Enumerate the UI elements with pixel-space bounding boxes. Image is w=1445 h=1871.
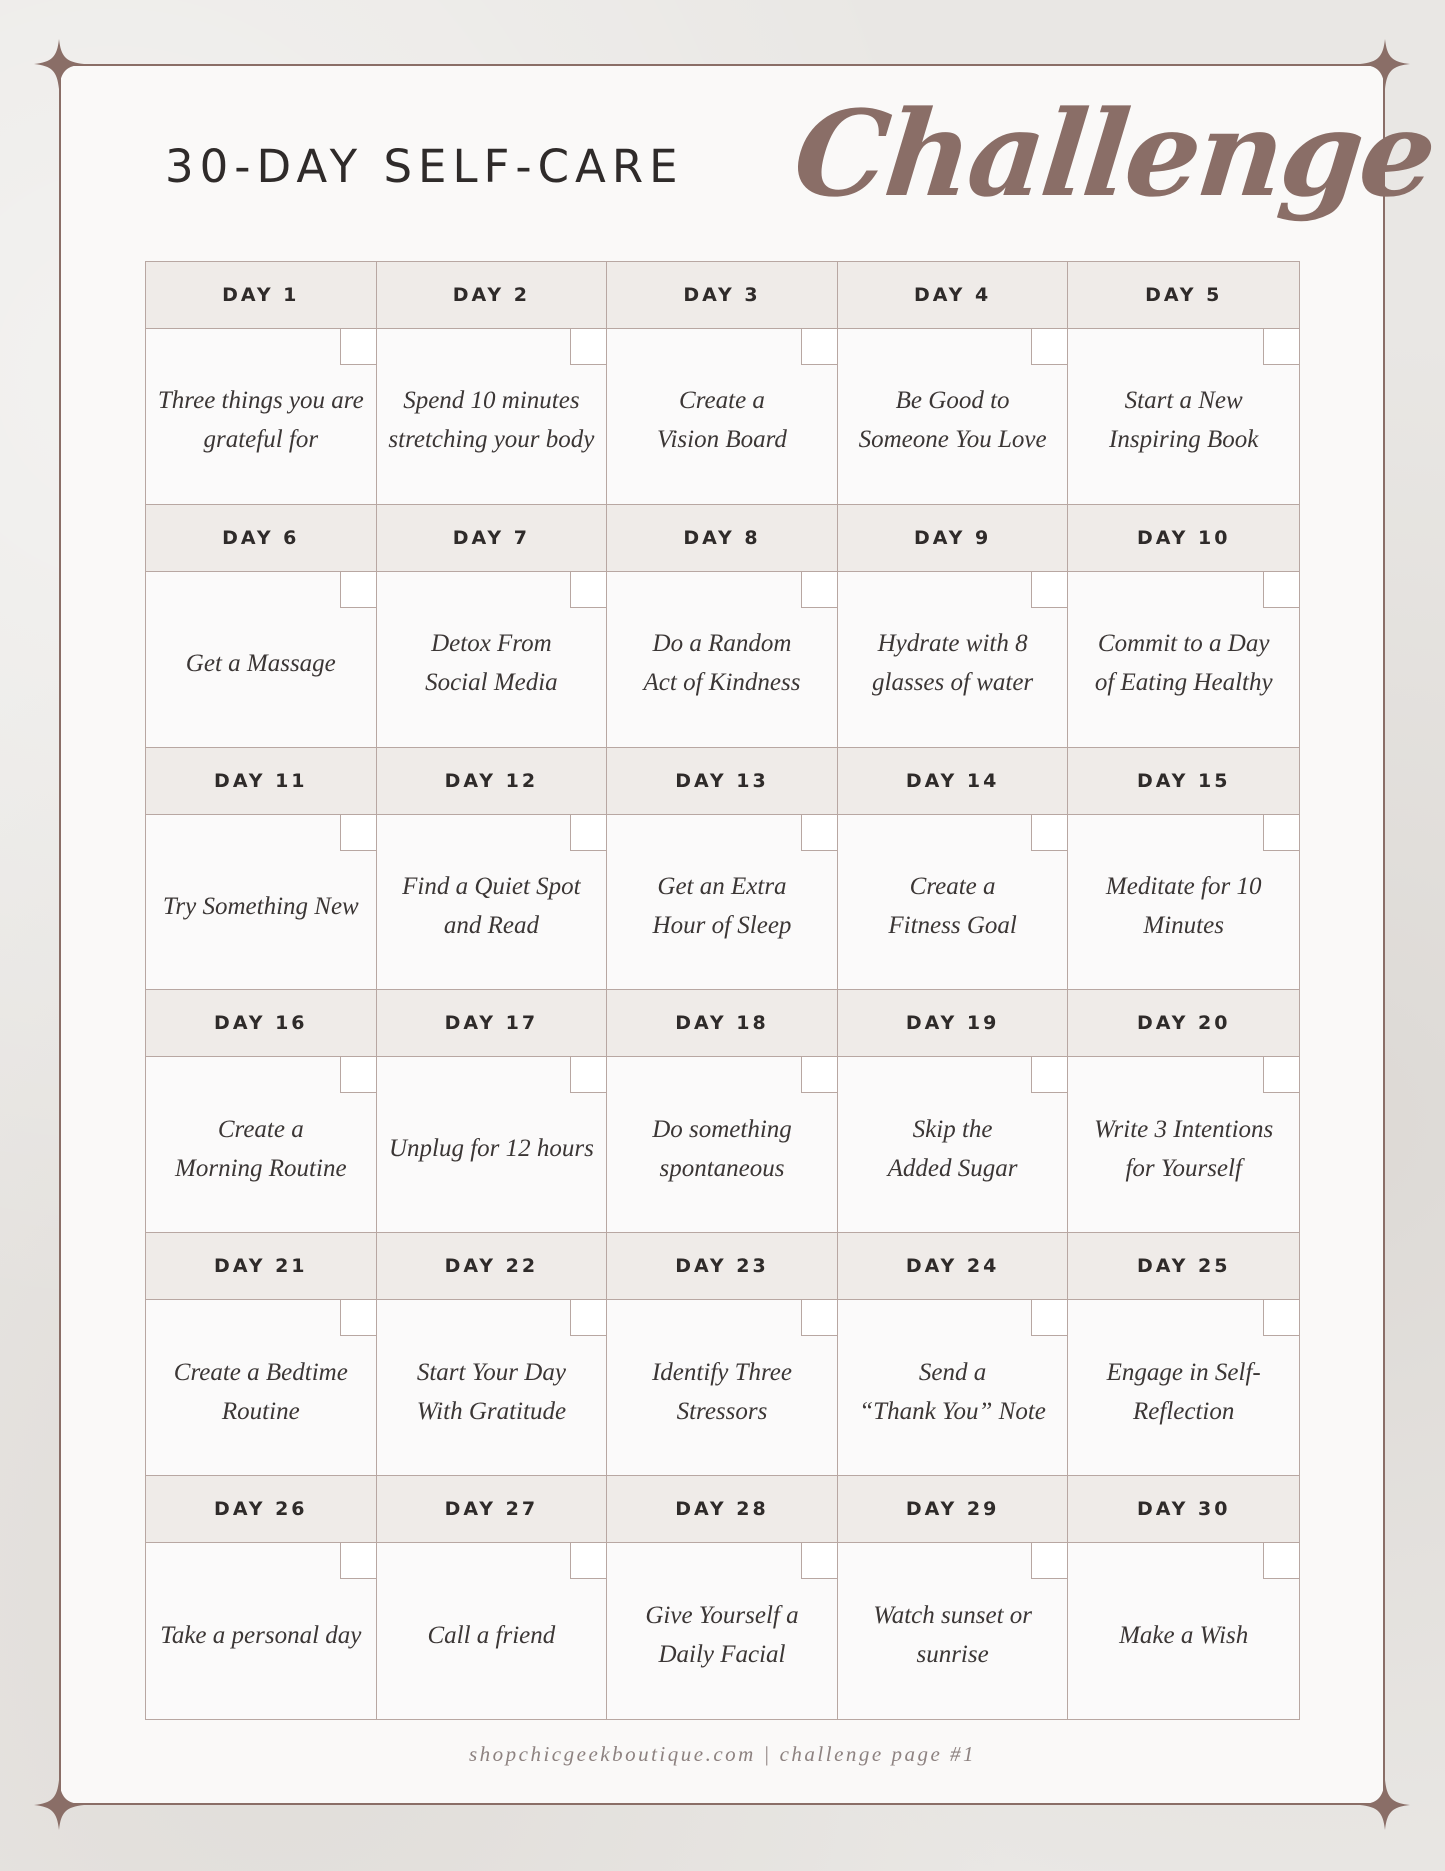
day-cell <box>838 1476 1069 1719</box>
day-body <box>1068 1057 1299 1232</box>
day-cell <box>607 1233 838 1476</box>
sparkle-star-icon <box>34 1780 84 1830</box>
day-task: Create a Fitness Goal <box>888 873 1017 940</box>
page-title: 30-DAY SELF-CARE <box>165 140 684 193</box>
day-checkbox[interactable] <box>570 1057 606 1093</box>
day-label: DAY 23 <box>607 1233 837 1300</box>
day-task: Engage in Self- Reflection <box>1106 1358 1261 1425</box>
day-task: Start a New Inspiring Book <box>1109 387 1259 454</box>
day-body <box>377 1057 607 1232</box>
day-task: Start Your Day With Gratitude <box>416 1358 567 1425</box>
day-body <box>377 815 607 990</box>
day-checkbox[interactable] <box>1031 1543 1067 1579</box>
day-cell <box>607 748 838 991</box>
day-label: DAY 7 <box>377 505 607 572</box>
day-checkbox[interactable] <box>801 1057 837 1093</box>
day-body <box>607 1300 837 1475</box>
sparkle-star-icon <box>34 39 84 89</box>
day-cell <box>1068 505 1299 748</box>
day-checkbox[interactable] <box>340 1057 376 1093</box>
day-task: Send a “Thank You” Note <box>859 1358 1046 1425</box>
day-checkbox[interactable] <box>1263 1300 1299 1336</box>
day-body <box>377 572 607 747</box>
day-checkbox[interactable] <box>340 329 376 365</box>
day-cell <box>146 990 377 1233</box>
day-body <box>607 329 837 504</box>
day-task: Get an Extra Hour of Sleep <box>652 873 792 940</box>
day-label: DAY 5 <box>1068 262 1299 329</box>
day-task: Do something spontaneous <box>652 1115 792 1182</box>
day-body <box>146 1300 376 1475</box>
day-label: DAY 21 <box>146 1233 376 1300</box>
day-body <box>146 1057 376 1232</box>
day-body <box>838 1057 1068 1232</box>
day-cell <box>607 1476 838 1719</box>
day-checkbox[interactable] <box>340 815 376 851</box>
day-body <box>146 815 376 990</box>
day-cell <box>838 990 1069 1233</box>
day-task: Write 3 Intentions for Yourself <box>1094 1115 1274 1182</box>
day-checkbox[interactable] <box>1263 1543 1299 1579</box>
day-cell <box>377 990 608 1233</box>
day-body <box>146 329 376 504</box>
day-body <box>1068 815 1299 990</box>
day-checkbox[interactable] <box>801 1300 837 1336</box>
day-body <box>1068 329 1299 504</box>
day-body <box>377 329 607 504</box>
day-body <box>146 1543 376 1719</box>
day-cell <box>1068 1233 1299 1476</box>
day-cell <box>1068 990 1299 1233</box>
day-body <box>607 1057 837 1232</box>
day-checkbox[interactable] <box>340 572 376 608</box>
day-task: Commit to a Day of Eating Healthy <box>1094 630 1273 697</box>
day-cell <box>146 262 377 505</box>
day-label: DAY 17 <box>377 990 607 1057</box>
day-checkbox[interactable] <box>801 572 837 608</box>
day-task: Do a Random Act of Kindness <box>643 630 801 697</box>
day-checkbox[interactable] <box>801 329 837 365</box>
day-body <box>377 1543 607 1719</box>
day-task: Take a personal day <box>160 1621 362 1649</box>
challenge-grid <box>145 261 1300 1720</box>
day-task: Try Something New <box>162 892 359 920</box>
day-cell <box>377 1476 608 1719</box>
day-cell <box>838 748 1069 991</box>
day-checkbox[interactable] <box>340 1543 376 1579</box>
day-task: Hydrate with 8 glasses of water <box>872 630 1034 697</box>
day-body <box>377 1300 607 1475</box>
day-cell <box>146 505 377 748</box>
day-label: DAY 25 <box>1068 1233 1299 1300</box>
day-cell <box>377 748 608 991</box>
day-checkbox[interactable] <box>570 329 606 365</box>
day-cell <box>1068 262 1299 505</box>
day-label: DAY 8 <box>607 505 837 572</box>
day-cell <box>377 1233 608 1476</box>
day-cell <box>146 748 377 991</box>
day-checkbox[interactable] <box>1263 1057 1299 1093</box>
day-cell <box>146 1233 377 1476</box>
day-label: DAY 6 <box>146 505 376 572</box>
day-label: DAY 29 <box>838 1476 1068 1543</box>
day-cell <box>607 990 838 1233</box>
day-label: DAY 27 <box>377 1476 607 1543</box>
day-task: Find a Quiet Spot and Read <box>402 873 581 940</box>
day-task: Create a Bedtime Routine <box>173 1358 348 1425</box>
day-body <box>1068 572 1299 747</box>
day-label: DAY 28 <box>607 1476 837 1543</box>
day-cell <box>377 262 608 505</box>
day-checkbox[interactable] <box>570 1543 606 1579</box>
day-checkbox[interactable] <box>1263 329 1299 365</box>
day-cell <box>607 505 838 748</box>
sparkle-star-icon <box>1360 39 1410 89</box>
day-task: Get a Massage <box>185 649 336 677</box>
day-task: Skip the Added Sugar <box>887 1115 1018 1182</box>
day-label: DAY 3 <box>607 262 837 329</box>
day-body <box>146 572 376 747</box>
day-body <box>838 572 1068 747</box>
day-label: DAY 4 <box>838 262 1068 329</box>
day-task: Meditate for 10 Minutes <box>1105 873 1262 940</box>
day-body <box>1068 1543 1299 1719</box>
day-label: DAY 12 <box>377 748 607 815</box>
day-body <box>838 1543 1068 1719</box>
sparkle-star-icon <box>1360 1780 1410 1830</box>
page-footer: shopchicgeekboutique.com | challenge page #1 <box>468 1742 977 1766</box>
day-checkbox[interactable] <box>1031 1300 1067 1336</box>
day-task: Create a Vision Board <box>657 387 787 454</box>
day-task: Call a friend <box>427 1621 556 1649</box>
day-body <box>1068 1300 1299 1475</box>
day-checkbox[interactable] <box>801 1543 837 1579</box>
day-label: DAY 30 <box>1068 1476 1299 1543</box>
day-label: DAY 16 <box>146 990 376 1057</box>
day-label: DAY 10 <box>1068 505 1299 572</box>
day-cell <box>1068 748 1299 991</box>
day-task: Be Good to Someone You Love <box>858 387 1047 454</box>
day-checkbox[interactable] <box>1031 572 1067 608</box>
day-task: Three things you are grateful for <box>157 387 364 454</box>
day-label: DAY 13 <box>607 748 837 815</box>
day-body <box>607 815 837 990</box>
day-label: DAY 11 <box>146 748 376 815</box>
day-body <box>607 572 837 747</box>
day-body <box>838 815 1068 990</box>
day-body <box>607 1543 837 1719</box>
day-cell <box>377 505 608 748</box>
day-task: Give Yourself a Daily Facial <box>645 1602 799 1669</box>
day-cell <box>607 262 838 505</box>
day-checkbox[interactable] <box>570 815 606 851</box>
day-cell <box>146 1476 377 1719</box>
day-checkbox[interactable] <box>1031 329 1067 365</box>
day-task: Watch sunset or sunrise <box>873 1602 1032 1669</box>
day-checkbox[interactable] <box>1031 1057 1067 1093</box>
day-task: Unplug for 12 hours <box>388 1135 594 1163</box>
day-task: Identify Three Stressors <box>651 1358 792 1425</box>
day-label: DAY 9 <box>838 505 1068 572</box>
day-cell <box>838 505 1069 748</box>
day-cell <box>1068 1476 1299 1719</box>
day-label: DAY 19 <box>838 990 1068 1057</box>
day-checkbox[interactable] <box>1031 815 1067 851</box>
day-task: Detox From Social Media <box>425 630 558 697</box>
day-checkbox[interactable] <box>801 815 837 851</box>
day-cell <box>838 1233 1069 1476</box>
day-label: DAY 24 <box>838 1233 1068 1300</box>
day-label: DAY 20 <box>1068 990 1299 1057</box>
day-body <box>838 1300 1068 1475</box>
day-label: DAY 18 <box>607 990 837 1057</box>
page-title-script: Challenge <box>788 84 1440 223</box>
day-checkbox[interactable] <box>1263 572 1299 608</box>
day-checkbox[interactable] <box>1263 815 1299 851</box>
day-label: DAY 26 <box>146 1476 376 1543</box>
day-body <box>838 329 1068 504</box>
day-label: DAY 14 <box>838 748 1068 815</box>
day-checkbox[interactable] <box>570 1300 606 1336</box>
day-task: Make a Wish <box>1119 1621 1249 1649</box>
day-label: DAY 15 <box>1068 748 1299 815</box>
day-label: DAY 1 <box>146 262 376 329</box>
day-checkbox[interactable] <box>570 572 606 608</box>
day-checkbox[interactable] <box>340 1300 376 1336</box>
day-cell <box>838 262 1069 505</box>
day-label: DAY 22 <box>377 1233 607 1300</box>
day-task: Spend 10 minutes stretching your body <box>388 387 595 454</box>
day-task: Create a Morning Routine <box>175 1115 347 1182</box>
day-label: DAY 2 <box>377 262 607 329</box>
